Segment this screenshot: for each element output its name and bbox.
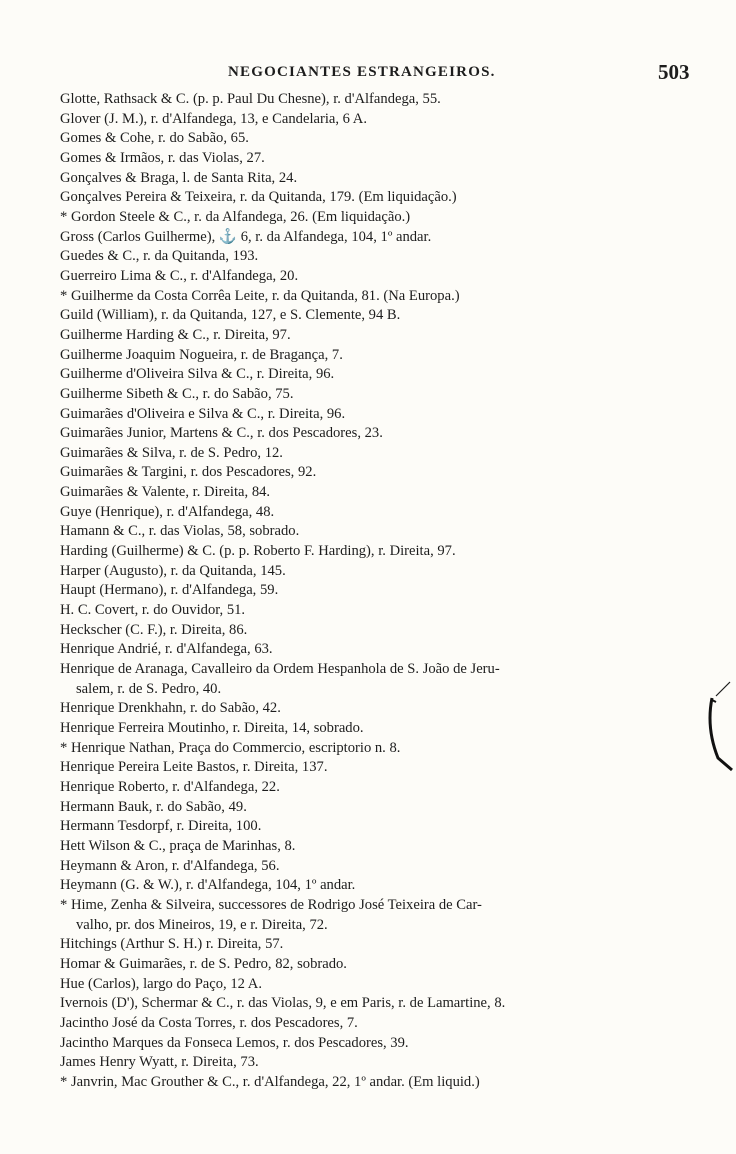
entry-text: * Gordon Steele & C., r. da Alfandega, 26. (Em liquidação.) bbox=[60, 208, 411, 225]
entry-text: * Henrique Nathan, Praça do Commercio, escriptorio n. 8. bbox=[60, 739, 401, 756]
list-item bbox=[60, 699, 710, 719]
list-item bbox=[60, 405, 710, 425]
entry-text: Guild (William), r. da Quitanda, 127, e S. Clemente, 94 B. bbox=[60, 307, 401, 324]
entry-text: Henrique Ferreira Moutinho, r. Direita, 14, sobrado. bbox=[60, 720, 364, 736]
list-item bbox=[60, 778, 710, 798]
entry-text: Henrique Pereira Leite Bastos, r. Direita, 137. bbox=[60, 759, 328, 776]
entry-text: Guye (Henrique), r. d'Alfandega, 48. bbox=[60, 503, 275, 520]
entry-text: Gonçalves & Braga, l. de Santa Rita, 24. bbox=[60, 169, 298, 186]
entry-text: Gonçalves Pereira & Teixeira, r. da Quitanda, 179. (Em liquidação.) bbox=[60, 189, 457, 206]
entry-text: * Guilherme da Costa Corrêa Leite, r. da Quitanda, 81. (Na Europa.) bbox=[60, 287, 460, 304]
list-item bbox=[60, 306, 710, 326]
entry-text: Henrique Roberto, r. d'Alfandega, 22. bbox=[60, 778, 280, 795]
list-item bbox=[60, 110, 710, 130]
list-item bbox=[60, 1073, 710, 1093]
list-item bbox=[60, 542, 710, 562]
page-header bbox=[0, 62, 736, 86]
list-item bbox=[60, 857, 710, 877]
list-item bbox=[60, 385, 710, 405]
list-item bbox=[60, 188, 710, 208]
entry-text: Guilherme Harding & C., r. Direita, 97. bbox=[60, 326, 291, 343]
list-item bbox=[60, 346, 710, 366]
list-item bbox=[60, 581, 710, 601]
entry-text: Guerreiro Lima & C., r. d'Alfandega, 20. bbox=[60, 267, 299, 284]
section-title: NEGOCIANTES ESTRANGEIROS. bbox=[228, 64, 496, 80]
entry-text: Hermann Bauk, r. do Sabão, 49. bbox=[60, 798, 247, 815]
entry-text: Guilherme Sibeth & C., r. do Sabão, 75. bbox=[60, 385, 294, 402]
entry-text: Gomes & Irmãos, r. das Violas, 27. bbox=[60, 149, 265, 166]
list-item bbox=[60, 129, 710, 149]
list-item bbox=[60, 817, 710, 837]
entry-text: Ivernois (D'), Schermar & C., r. das Violas, 9, e em Paris, r. de Lamartine, 8. bbox=[60, 995, 506, 1012]
entry-text: Glotte, Rathsack & C. (p. p. Paul Du Chesne), r. d'Alfandega, 55. bbox=[60, 91, 441, 107]
entry-text: Hitchings (Arthur S. H.) r. Direita, 57. bbox=[60, 936, 284, 953]
list-item bbox=[60, 522, 710, 542]
list-item bbox=[60, 601, 710, 621]
list-item bbox=[60, 739, 710, 759]
list-item bbox=[60, 149, 710, 169]
list-item bbox=[60, 876, 710, 896]
entry-text: Guimarães d'Oliveira e Silva & C., r. Direita, 96. bbox=[60, 405, 346, 422]
margin-bracket-mark bbox=[700, 678, 736, 774]
list-item bbox=[60, 719, 710, 739]
entry-text: Hamann & C., r. das Violas, 58, sobrado. bbox=[60, 523, 300, 540]
entry-text: Guilherme Joaquim Nogueira, r. de Bragança, 7. bbox=[60, 346, 343, 363]
entry-text: Heymann (G. & W.), r. d'Alfandega, 104, 1º andar. bbox=[60, 877, 356, 894]
entry-text: Guimarães & Valente, r. Direita, 84. bbox=[60, 484, 271, 501]
entry-text: Hue (Carlos), largo do Paço, 12 A. bbox=[60, 975, 262, 992]
list-item bbox=[60, 463, 710, 483]
entry-text: Guimarães & Silva, r. de S. Pedro, 12. bbox=[60, 444, 283, 461]
list-item bbox=[60, 975, 710, 995]
entry-text: Harper (Augusto), r. da Quitanda, 145. bbox=[60, 562, 286, 579]
list-item bbox=[60, 621, 710, 641]
list-item bbox=[60, 444, 710, 464]
list-item bbox=[60, 562, 710, 582]
entry-text: Henrique Drenkhahn, r. do Sabão, 42. bbox=[60, 700, 281, 717]
entry-text: Hett Wilson & C., praça de Marinhas, 8. bbox=[60, 837, 296, 854]
list-item bbox=[60, 503, 710, 523]
entry-text: Gomes & Cohe, r. do Sabão, 65. bbox=[60, 130, 249, 147]
list-item bbox=[60, 228, 710, 248]
list-item bbox=[60, 326, 710, 346]
entry-text: Hermann Tesdorpf, r. Direita, 100. bbox=[60, 818, 262, 835]
entry-text: Glover (J. M.), r. d'Alfandega, 13, e Candelaria, 6 A. bbox=[60, 110, 367, 127]
entry-text: * Janvrin, Mac Grouther & C., r. d'Alfandega, 22, 1º andar. (Em liquid.) bbox=[60, 1073, 480, 1090]
list-item bbox=[60, 660, 710, 699]
list-item bbox=[60, 90, 710, 110]
entry-text: Gross (Carlos Guilherme), ⚓ 6, r. da Alfandega, 104, 1º andar. bbox=[60, 228, 432, 245]
entry-continuation: valho, pr. dos Mineiros, 19, e r. Direita, 72. bbox=[76, 916, 328, 933]
entry-continuation: salem, r. de S. Pedro, 40. bbox=[76, 680, 222, 697]
entry-text: Guedes & C., r. da Quitanda, 193. bbox=[60, 248, 259, 265]
entry-text: James Henry Wyatt, r. Direita, 73. bbox=[60, 1054, 259, 1071]
entry-text: Jacintho Marques da Fonseca Lemos, r. dos Pescadores, 39. bbox=[60, 1034, 409, 1051]
list-item bbox=[60, 287, 710, 307]
entry-text: Guilherme d'Oliveira Silva & C., r. Direita, 96. bbox=[60, 366, 335, 383]
list-item bbox=[60, 483, 710, 503]
entry-text: Homar & Guimarães, r. de S. Pedro, 82, sobrado. bbox=[60, 955, 347, 972]
list-item bbox=[60, 365, 710, 385]
list-item bbox=[60, 994, 710, 1014]
page-number: 503 bbox=[658, 60, 690, 84]
list-item bbox=[60, 169, 710, 189]
entry-text: Jacintho José da Costa Torres, r. dos Pescadores, 7. bbox=[60, 1014, 358, 1031]
list-item bbox=[60, 424, 710, 444]
entry-text: Guimarães Junior, Martens & C., r. dos Pescadores, 23. bbox=[60, 425, 383, 442]
list-item bbox=[60, 1014, 710, 1034]
list-item bbox=[60, 1053, 710, 1073]
list-item bbox=[60, 798, 710, 818]
list-item bbox=[60, 837, 710, 857]
entry-text: Heckscher (C. F.), r. Direita, 86. bbox=[60, 621, 248, 638]
entry-text: Henrique de Aranaga, Cavalleiro da Ordem Hespanhola de S. João de Jeru- bbox=[60, 661, 500, 678]
list-item bbox=[60, 896, 710, 935]
merchant-list bbox=[60, 90, 710, 1092]
list-item bbox=[60, 267, 710, 287]
entry-text: * Hime, Zenha & Silveira, successores de Rodrigo José Teixeira de Car- bbox=[60, 896, 482, 913]
list-item bbox=[60, 208, 710, 228]
list-item bbox=[60, 758, 710, 778]
list-item bbox=[60, 247, 710, 267]
list-item bbox=[60, 1034, 710, 1054]
entry-text: Heymann & Aron, r. d'Alfandega, 56. bbox=[60, 857, 280, 874]
entry-text: Henrique Andrié, r. d'Alfandega, 63. bbox=[60, 641, 273, 658]
entry-text: Harding (Guilherme) & C. (p. p. Roberto F. Harding), r. Direita, 97. bbox=[60, 543, 456, 560]
entry-text: Haupt (Hermano), r. d'Alfandega, 59. bbox=[60, 582, 279, 599]
list-item bbox=[60, 935, 710, 955]
entry-text: Guimarães & Targini, r. dos Pescadores, 92. bbox=[60, 464, 317, 481]
list-item bbox=[60, 955, 710, 975]
list-item bbox=[60, 640, 710, 660]
entry-text: H. C. Covert, r. do Ouvidor, 51. bbox=[60, 602, 246, 619]
